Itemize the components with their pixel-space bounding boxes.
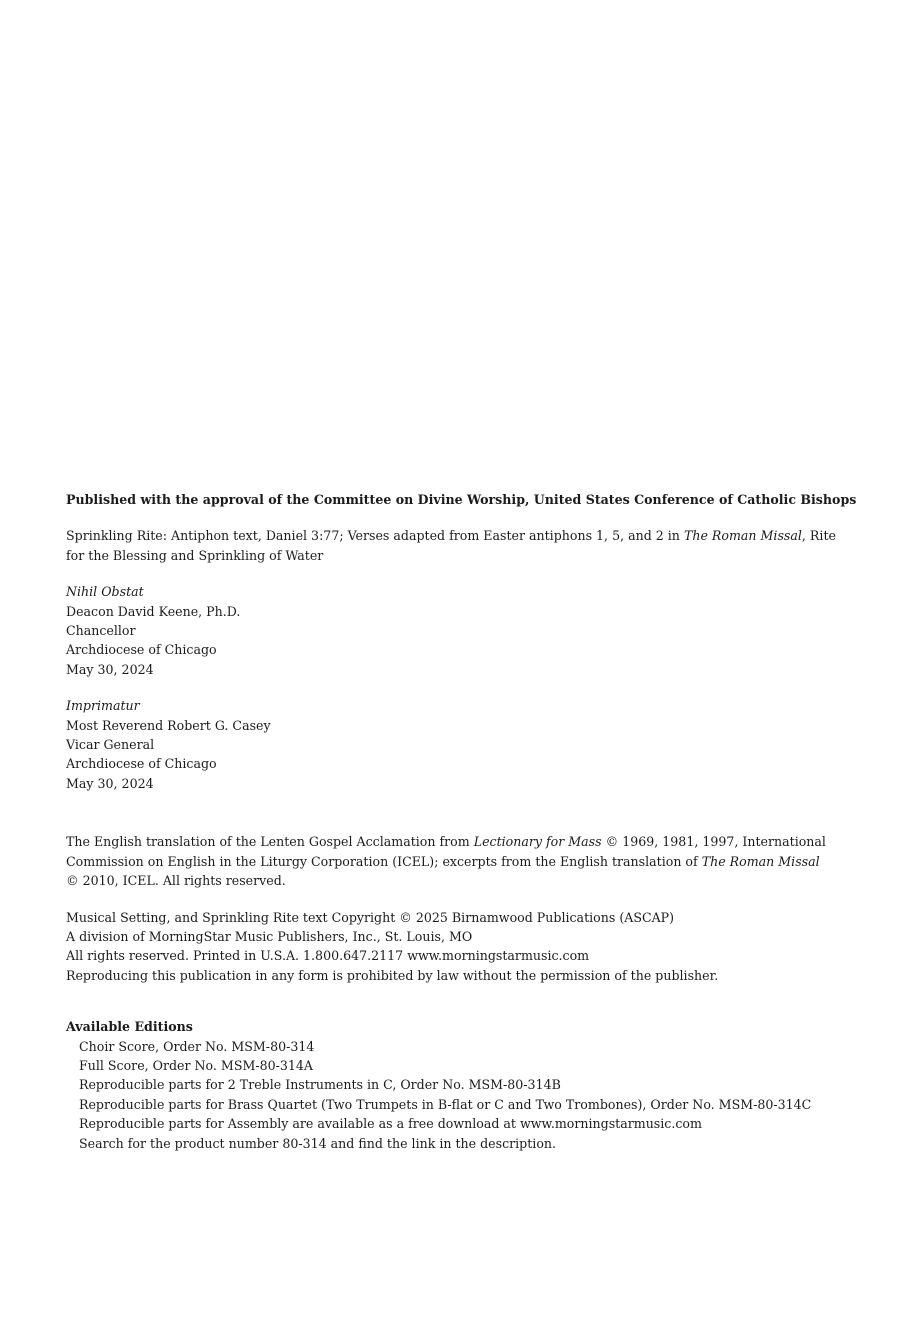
copyright-line: A division of MorningStar Music Publishers, Inc., St. Louis, MO (66, 928, 473, 944)
copyright-line: Musical Setting, and Sprinkling Rite text Copyright © 2025 Birnamwood Publications (ASCAP) (66, 909, 675, 925)
icel-line-3: © 2010, ICEL. All rights reserved. (66, 873, 286, 889)
icel-line-1-post: © 1969, 1981, 1997, International (601, 834, 826, 850)
edition-item: Reproducible parts for 2 Treble Instruments in C, Order No. MSM-80-314B (79, 1077, 561, 1093)
nihil-obstat-heading: Nihil Obstat (66, 584, 144, 600)
icel-line-1 (66, 832, 856, 851)
edition-item: Reproducible parts for Assembly are available as a free download at www.morningstarmusic.com (79, 1116, 702, 1132)
icel-credit (66, 832, 856, 890)
available-editions (66, 1017, 856, 1153)
icel-line-2 (66, 852, 856, 871)
imprimatur-block (66, 696, 856, 793)
copyright-block (66, 908, 856, 986)
nihil-obstat-line: Archdiocese of Chicago (66, 642, 217, 658)
approval-text: Published with the approval of the Committee on Divine Worship, United States Conference of Catholic Bishops (66, 492, 857, 507)
approval-statement (66, 490, 856, 509)
sprinkling-line-2: for the Blessing and Sprinkling of Water (66, 547, 324, 563)
roman-missal-title: The Roman Missal (701, 853, 820, 869)
icel-line-1-pre: The English translation of the Lenten Gospel Acclamation from (66, 834, 474, 850)
copyright-line: Reproducing this publication in any form is prohibited by law without the permission of the publisher. (66, 967, 719, 983)
sprinkling-line-1 (66, 526, 856, 545)
colophon-page (66, 490, 856, 1153)
imprimatur-heading: Imprimatur (66, 698, 140, 714)
nihil-obstat-line: May 30, 2024 (66, 661, 154, 677)
roman-missal-title: The Roman Missal (683, 528, 802, 544)
sprinkling-line-1-pre: Sprinkling Rite: Antiphon text, Daniel 3:77; Verses adapted from Easter antiphons 1, 5, and 2 in (66, 528, 684, 544)
lectionary-title: Lectionary for Mass (473, 834, 602, 850)
nihil-obstat-line: Deacon David Keene, Ph.D. (66, 603, 241, 619)
icel-line-2-pre: Commission on English in the Liturgy Corporation (ICEL); excerpts from the English translation of (66, 853, 702, 869)
edition-item: Choir Score, Order No. MSM-80-314 (79, 1038, 315, 1054)
nihil-obstat-block (66, 582, 856, 679)
sprinkling-line-1-post: , Rite (801, 528, 836, 544)
nihil-obstat-line: Chancellor (66, 623, 136, 639)
imprimatur-line: Vicar General (66, 737, 155, 753)
sprinkling-rite-credit (66, 526, 856, 565)
imprimatur-line: Most Reverend Robert G. Casey (66, 717, 271, 733)
edition-item: Search for the product number 80-314 and find the link in the description. (79, 1135, 557, 1151)
copyright-line: All rights reserved. Printed in U.S.A. 1.800.647.2117 www.morningstarmusic.com (66, 948, 590, 964)
imprimatur-line: May 30, 2024 (66, 775, 154, 791)
imprimatur-line: Archdiocese of Chicago (66, 756, 217, 772)
edition-item: Full Score, Order No. MSM-80-314A (79, 1057, 314, 1073)
edition-item: Reproducible parts for Brass Quartet (Two Trumpets in B-flat or C and Two Trombones), Order No. MSM-80-314C (79, 1096, 812, 1112)
editions-heading: Available Editions (66, 1019, 193, 1035)
